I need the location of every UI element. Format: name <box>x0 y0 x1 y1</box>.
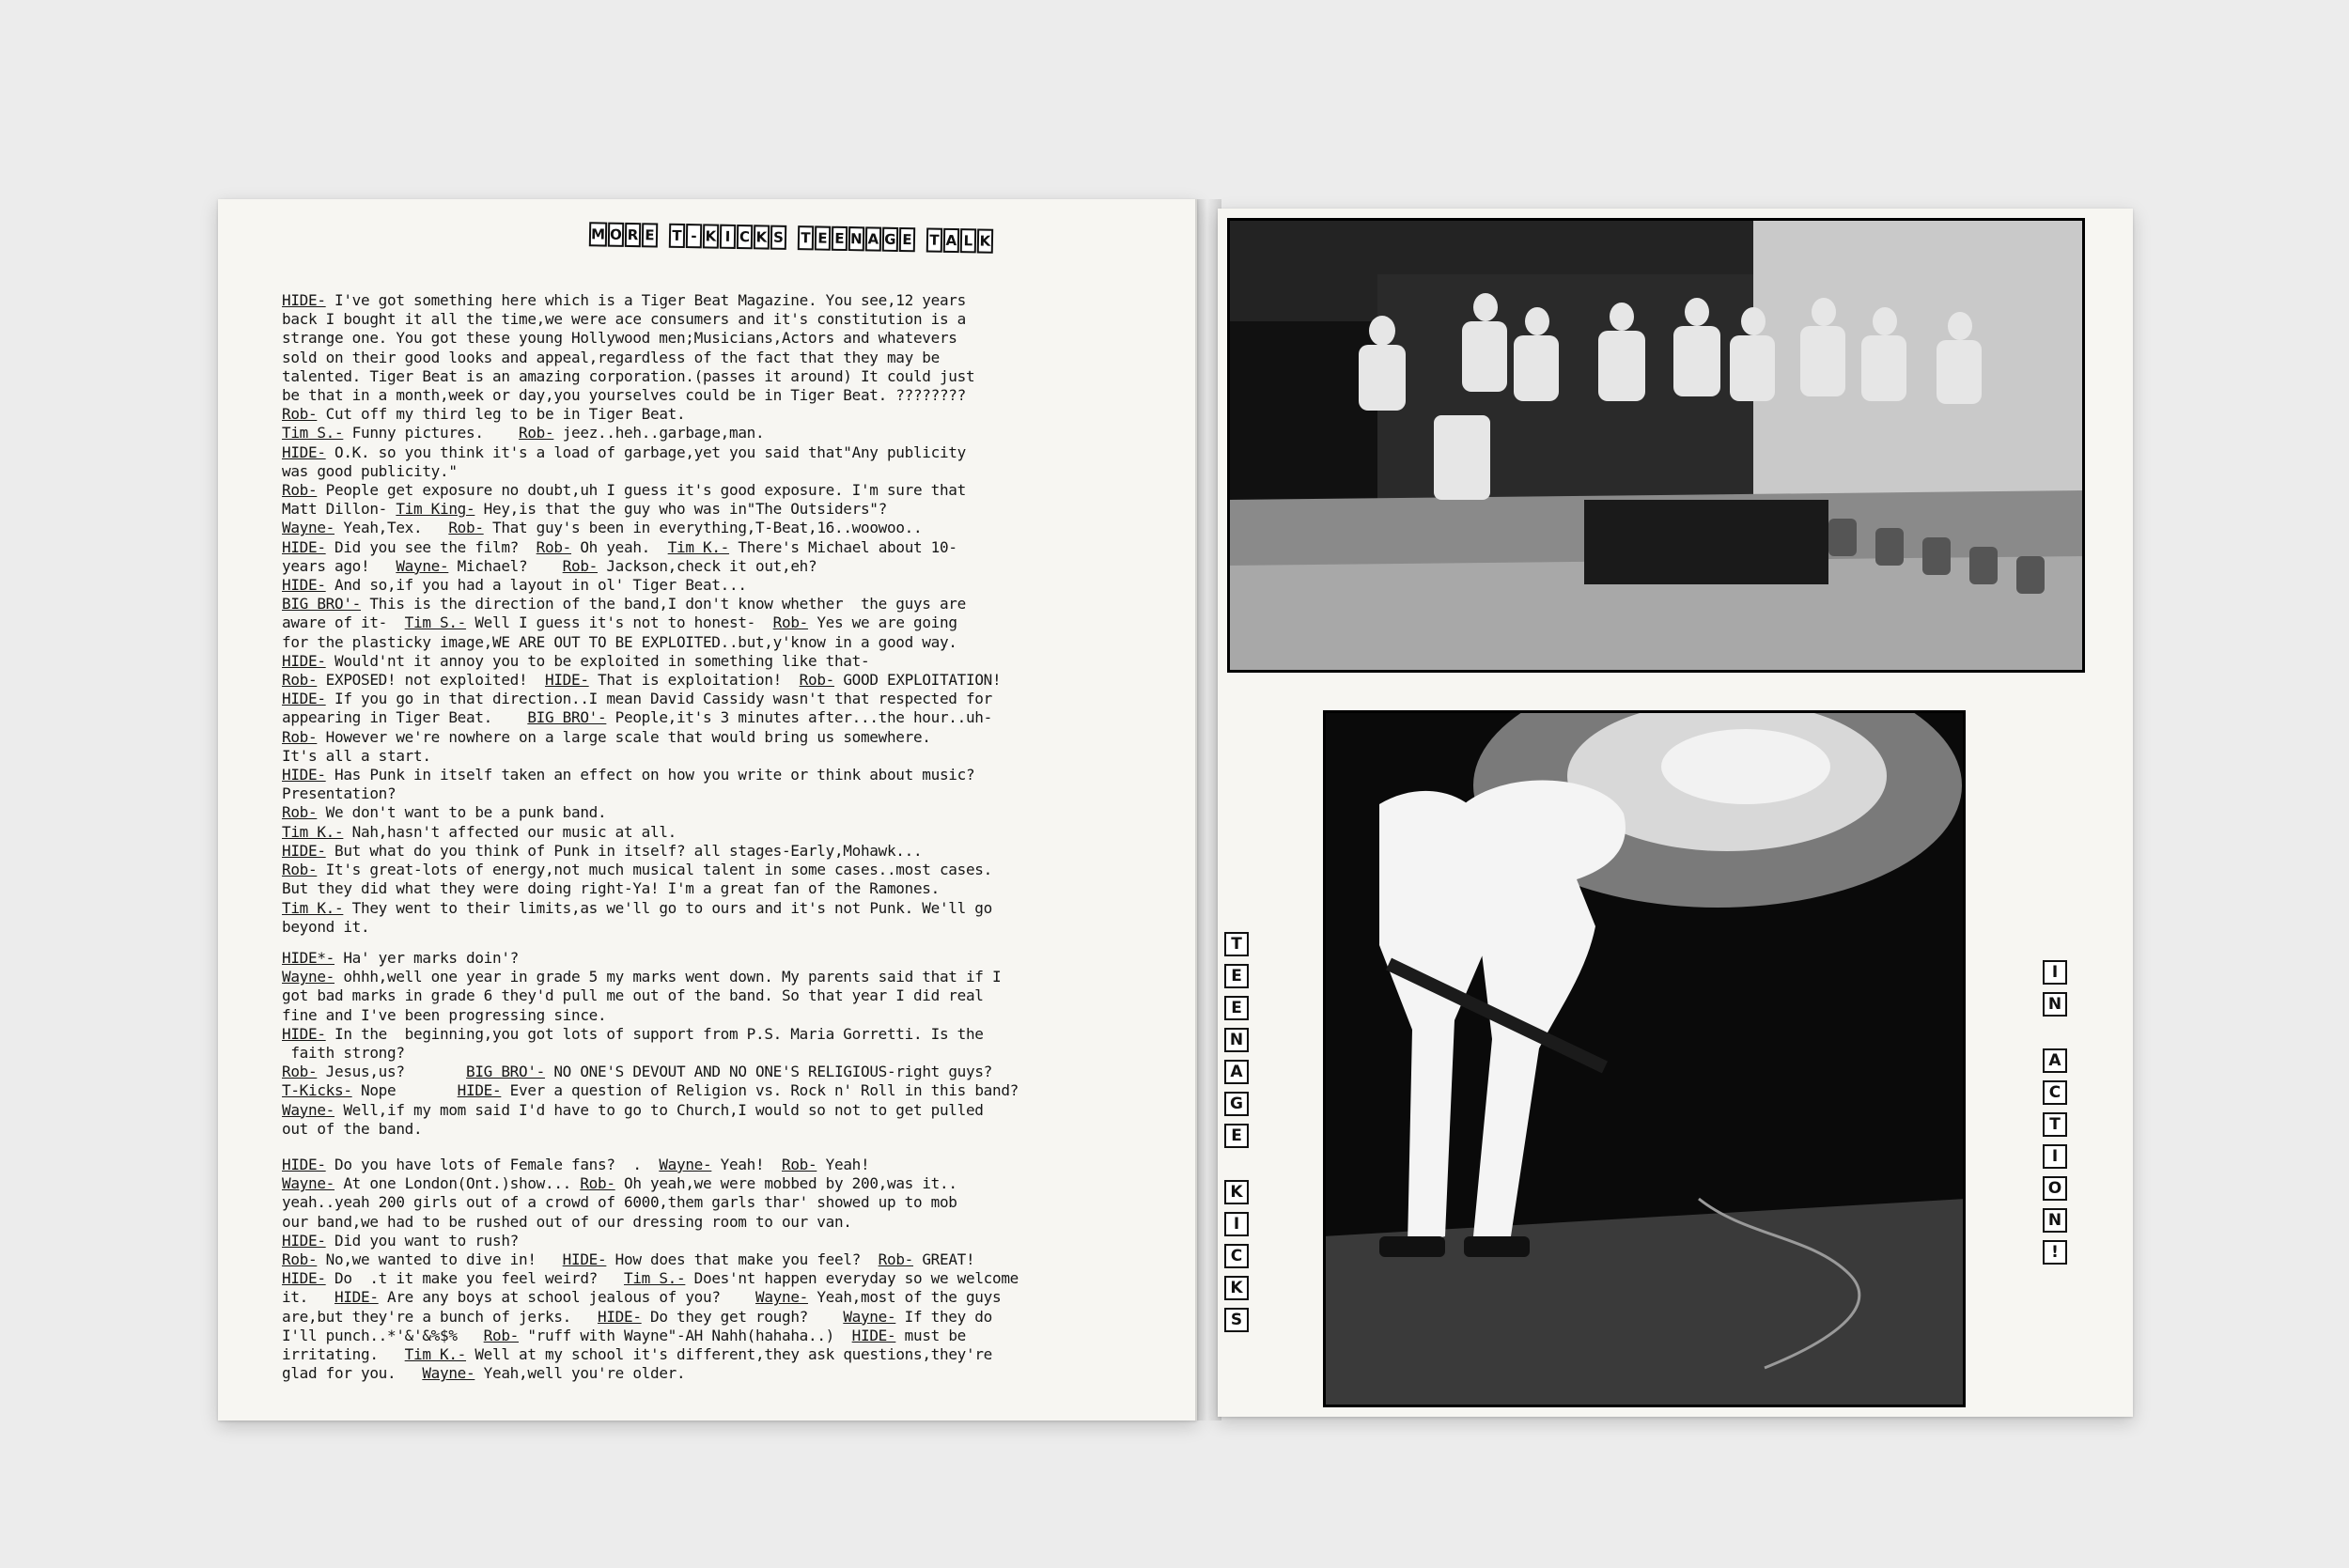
line-text: Yeah,well you're older. <box>474 1364 686 1383</box>
speaker-name: HIDE- <box>282 576 326 595</box>
speaker-name: Rob- <box>519 424 554 442</box>
line-text: Ha' yer marks doin'? <box>334 949 519 967</box>
interview-line <box>282 462 1146 481</box>
ransom-letter: T <box>926 228 942 253</box>
line-text: "ruff with Wayne"-AH Nahh(hahaha..) <box>519 1326 852 1344</box>
line-text: jeez..heh..garbage,man. <box>553 424 765 442</box>
line-text: There's Michael about 10- <box>729 537 957 556</box>
interview-line <box>282 500 1146 519</box>
interview-line <box>282 1120 1146 1139</box>
interview-line <box>282 671 1146 690</box>
line-text: Oh yeah,we were mobbed by 200,was it.. <box>614 1174 957 1193</box>
speaker-name: HIDE- <box>282 1231 326 1250</box>
interview-line <box>282 1156 1146 1174</box>
speaker-name: HIDE- <box>282 537 326 556</box>
line-text: Nah,hasn't affected our music at all. <box>343 822 677 841</box>
ransom-letter: K <box>703 224 719 248</box>
line-text: back I bought it all the time,we were ace consumers and it's constitution is a <box>282 310 966 329</box>
line-text: People get exposure no doubt,uh I guess it's good exposure. I'm sure that <box>317 481 966 500</box>
line-text: Yeah! <box>711 1156 782 1173</box>
line-text: O.K. so you think it's a load of garbage,yet you said that"Any publicity <box>325 442 966 461</box>
speaker-name: Wayne- <box>754 1288 808 1307</box>
interview-line <box>282 728 1146 747</box>
line-text: glad for you. <box>282 1364 423 1383</box>
interview-line <box>282 986 1146 1005</box>
line-text: If they do <box>895 1307 992 1326</box>
ransom-letter: G <box>1224 1092 1249 1116</box>
speaker-name: Tim K.- <box>282 822 344 841</box>
ransom-letter: N <box>1224 1028 1249 1052</box>
ransom-letter: T <box>1224 932 1249 956</box>
ransom-letter: N <box>2043 992 2067 1017</box>
left-page <box>218 199 1197 1421</box>
line-text: Presentation? <box>282 784 397 803</box>
line-text: ohhh,well one year in grade 5 my marks went down. My parents said that if I <box>334 968 1002 986</box>
interview-line <box>282 1193 1146 1212</box>
speaker-name: HIDE*- <box>282 949 334 967</box>
ransom-letter: L <box>960 228 976 253</box>
ransom-letter: K <box>754 225 770 249</box>
interview-block-2 <box>282 949 1146 1139</box>
speaker-name: Rob- <box>448 519 484 537</box>
interview-line <box>282 823 1146 842</box>
speaker-name: Rob- <box>772 613 809 632</box>
interview-line <box>282 519 1146 537</box>
interview-line <box>282 1044 1146 1063</box>
ransom-letter: O <box>2043 1176 2067 1201</box>
in-action-label <box>2043 956 2067 1268</box>
letter-gap <box>1224 1156 1249 1172</box>
speaker-name: Rob- <box>282 1063 318 1081</box>
ransom-letter: E <box>1224 996 1249 1020</box>
interview-line <box>282 557 1146 576</box>
line-text: EXPOSED! not exploited! <box>317 671 545 690</box>
speaker-name: HIDE- <box>282 841 326 860</box>
interview-line <box>282 1364 1146 1383</box>
line-text: Cut off my third leg to be in Tiger Beat. <box>317 405 686 424</box>
line-text: People,it's 3 minutes after...the hour..uh- <box>606 708 992 727</box>
interview-line <box>282 613 1146 632</box>
ransom-letter: A <box>943 228 959 253</box>
line-text: Well at my school it's different,they ask questions,they're <box>466 1345 992 1364</box>
interview-line <box>282 633 1146 652</box>
line-text: Jackson,check it out,eh? <box>598 556 817 575</box>
line-text: No,we wanted to dive in! <box>317 1250 563 1269</box>
interview-line <box>282 803 1146 822</box>
speaker-name: Rob- <box>282 1250 318 1269</box>
band-live-photo <box>1323 710 1966 1407</box>
speaker-name: Wayne- <box>282 968 334 986</box>
speaker-name: Wayne- <box>282 1174 334 1193</box>
line-text: Jesus,us? <box>317 1063 467 1081</box>
interview-line <box>282 443 1146 462</box>
line-text: got bad marks in grade 6 they'd pull me out of the band. So that year I did real <box>282 986 984 1005</box>
line-text: it. <box>282 1288 334 1307</box>
line-text: We don't want to be a punk band. <box>317 803 607 822</box>
ransom-letter: G <box>882 227 898 252</box>
ransom-letter: S <box>1224 1308 1249 1332</box>
line-text: beyond it. <box>282 917 370 936</box>
interview-line <box>282 1345 1146 1364</box>
ransom-letter: I <box>2043 960 2067 985</box>
page-heading <box>589 222 994 254</box>
ransom-letter: E <box>815 225 831 250</box>
line-text: Did you see the film? <box>325 537 537 556</box>
ransom-letter: M <box>589 222 607 246</box>
line-text: years ago! <box>282 556 397 575</box>
speaker-name: Tim K.- <box>667 537 730 556</box>
ransom-letter: N <box>2043 1208 2067 1233</box>
interview-line <box>282 424 1146 442</box>
line-text: In the beginning,you got lots of support from P.S. Maria Gorretti. Is the <box>325 1024 984 1043</box>
ransom-letter: O <box>608 223 624 247</box>
speaker-name: Tim S.- <box>624 1269 686 1288</box>
ransom-letter: ! <box>2043 1240 2067 1265</box>
interview-line <box>282 538 1146 557</box>
interview-line <box>282 1250 1146 1269</box>
interview-block-3 <box>282 1156 1146 1383</box>
ransom-letter: A <box>2043 1048 2067 1073</box>
line-text: talented. Tiger Beat is an amazing corporation.(passes it around) It could just <box>282 366 975 385</box>
interview-block-1 <box>282 291 1146 937</box>
ransom-letter: T <box>669 224 685 248</box>
line-text: Matt Dillon- <box>282 500 397 519</box>
ransom-letter: E <box>1224 1124 1249 1148</box>
interview-line <box>282 842 1146 861</box>
interview-line <box>282 1327 1146 1345</box>
ransom-letter: I <box>2043 1144 2067 1169</box>
line-text: out of the band. <box>282 1119 423 1138</box>
line-text: But they did what they were doing right-Ya! I'm a great fan of the Ramones. <box>282 879 940 898</box>
letter-gap <box>787 225 797 250</box>
line-text: Michael? <box>448 556 563 575</box>
interview-line <box>282 1308 1146 1327</box>
ransom-letter: K <box>1224 1276 1249 1300</box>
interview-line <box>282 576 1146 595</box>
line-text: Ever a question of Religion vs. Rock n' Roll in this band? <box>501 1081 1019 1100</box>
line-text: Hey,is that the guy who was in"The Outsiders"? <box>474 500 887 519</box>
speaker-name: Rob- <box>878 1250 914 1269</box>
speaker-name: Tim S.- <box>404 613 467 632</box>
line-text: I'll punch..*'&'&%$% <box>282 1326 484 1344</box>
line-text: This is the direction of the band,I don't know whether the guys are <box>361 595 966 613</box>
band-crowd-photo-image <box>1227 218 2085 673</box>
speaker-name: Wayne- <box>282 519 334 537</box>
interview-line <box>282 784 1146 803</box>
line-text: How does that make you feel? <box>606 1250 879 1269</box>
line-text: Do they get rough? <box>641 1307 844 1326</box>
line-text: be that in a month,week or day,you yourselves could be in Tiger Beat. ???????? <box>282 386 966 405</box>
line-text: Well,if my mom said I'd have to go to Church,I would so not to get pulled <box>334 1100 984 1119</box>
ransom-letter: N <box>848 226 864 251</box>
interview-line <box>282 1025 1146 1044</box>
speaker-name: Rob- <box>282 481 318 500</box>
interview-line <box>282 367 1146 386</box>
speaker-name: Wayne- <box>843 1307 896 1326</box>
speaker-name: HIDE- <box>282 442 326 461</box>
line-text: irritating. <box>282 1345 405 1364</box>
line-text: Do .t it make you feel weird? <box>325 1269 624 1288</box>
interview-line <box>282 949 1146 968</box>
interview-line <box>282 1269 1146 1288</box>
line-text: are,but they're a bunch of jerks. <box>282 1307 598 1326</box>
line-text: must be <box>895 1326 966 1344</box>
speaker-name: Rob- <box>799 671 835 690</box>
ransom-letter: E <box>832 226 848 251</box>
letter-gap <box>916 227 926 252</box>
interview-line <box>282 968 1146 986</box>
ransom-letter: C <box>737 225 753 249</box>
speaker-name: HIDE- <box>334 1288 379 1307</box>
interview-line <box>282 349 1146 367</box>
ransom-letter: K <box>1224 1180 1249 1204</box>
ransom-letter: A <box>865 226 881 251</box>
speaker-name: HIDE- <box>562 1250 607 1269</box>
speaker-name: BIG BRO'- <box>466 1063 546 1081</box>
speaker-name: Rob- <box>483 1326 519 1344</box>
interview-line <box>282 1006 1146 1025</box>
speaker-name: Tim S.- <box>282 424 344 442</box>
speaker-name: HIDE- <box>851 1326 896 1344</box>
interview-line <box>282 861 1146 879</box>
interview-line <box>282 879 1146 898</box>
speaker-name: BIG BRO'- <box>282 595 361 613</box>
line-text: That is exploitation! <box>588 671 800 690</box>
letter-gap <box>659 224 668 248</box>
interview-line <box>282 918 1146 937</box>
interview-line <box>282 386 1146 405</box>
line-text: faith strong? <box>282 1044 405 1063</box>
interview-line <box>282 708 1146 727</box>
line-text: Yeah,Tex. <box>334 519 449 537</box>
speaker-name: Rob- <box>282 727 318 746</box>
line-text: It's all a start. <box>282 746 431 765</box>
interview-line <box>282 652 1146 671</box>
line-text: sold on their good looks and appeal,regardless of the fact that they may be <box>282 348 940 366</box>
interview-line <box>282 1063 1146 1081</box>
teenage-kicks-label <box>1224 928 1249 1336</box>
ransom-letter: A <box>1224 1060 1249 1084</box>
band-live-photo-image <box>1323 710 1966 1407</box>
line-text: Well I guess it's not to honest- <box>466 613 773 632</box>
line-text: our band,we had to be rushed out of our dressing room to our van. <box>282 1212 852 1231</box>
ransom-letter: - <box>686 224 702 248</box>
speaker-name: Rob- <box>782 1156 817 1173</box>
line-text: Would'nt it annoy you to be exploited in something like that- <box>325 651 870 670</box>
line-text: for the plasticky image,WE ARE OUT TO BE EXPLOITED..but,y'know in a good way. <box>282 632 957 651</box>
line-text: Yeah,most of the guys <box>807 1288 1002 1307</box>
line-text: It's great-lots of energy,not much musical talent in some cases..most cases. <box>317 861 992 879</box>
line-text: appearing in Tiger Beat. <box>282 708 528 727</box>
band-crowd-photo <box>1227 218 2085 673</box>
speaker-name: T-Kicks- <box>282 1081 352 1100</box>
interview-line <box>282 899 1146 918</box>
speaker-name: Rob- <box>282 671 318 690</box>
interview-line <box>282 329 1146 348</box>
line-text: aware of it- <box>282 613 405 632</box>
speaker-name: HIDE- <box>545 671 589 690</box>
ransom-letter: I <box>720 225 736 249</box>
line-text: Yeah! <box>817 1156 870 1173</box>
line-text: And so,if you had a layout in ol' Tiger Beat... <box>325 576 747 595</box>
line-text: However we're nowhere on a large scale that would bring us somewhere. <box>317 727 931 746</box>
interview-line <box>282 291 1146 310</box>
line-text: GREAT! <box>913 1250 975 1269</box>
line-text: Does'nt happen everyday so we welcome <box>685 1269 1019 1288</box>
line-text: Oh yeah. <box>571 537 668 556</box>
line-text: Did you want to rush? <box>325 1231 519 1250</box>
line-text: strange one. You got these young Hollywood men;Musicians,Actors and whatevers <box>282 329 957 348</box>
speaker-name: Rob- <box>282 405 318 424</box>
line-text: Do you have lots of Female fans? . <box>325 1156 660 1173</box>
ransom-letter: I <box>1224 1212 1249 1236</box>
line-text: yeah..yeah 200 girls out of a crowd of 6000,them garls thar' showed up to mob <box>282 1193 957 1212</box>
speaker-name: HIDE- <box>457 1081 502 1100</box>
line-text: They went to their limits,as we'll go to ours and it's not Punk. We'll go <box>343 898 992 917</box>
interview-line <box>282 747 1146 766</box>
speaker-name: Tim King- <box>396 500 475 519</box>
ransom-letter: T <box>798 225 814 250</box>
line-text: Yes we are going <box>808 613 957 632</box>
ransom-letter: K <box>977 228 993 253</box>
ransom-letter: C <box>2043 1080 2067 1105</box>
line-text: GOOD EXPLOITATION! <box>834 671 1002 690</box>
interview-line <box>282 595 1146 613</box>
ransom-letter: S <box>770 225 786 250</box>
line-text: Funny pictures. <box>343 424 520 442</box>
line-text: Has Punk in itself taken an effect on how you write or think about music? <box>325 766 975 784</box>
speaker-name: HIDE- <box>282 766 326 784</box>
ransom-letter: E <box>1224 964 1249 988</box>
speaker-name: Tim K.- <box>404 1345 467 1364</box>
interview-line <box>282 690 1146 708</box>
speaker-name: Rob- <box>282 803 318 822</box>
line-text: Are any boys at school jealous of you? <box>378 1288 755 1307</box>
speaker-name: Wayne- <box>422 1364 475 1383</box>
speaker-name: Wayne- <box>282 1100 334 1119</box>
line-text: fine and I've been progressing since. <box>282 1005 607 1024</box>
speaker-name: Wayne- <box>659 1156 712 1173</box>
ransom-letter: E <box>642 223 658 247</box>
line-text: I've got something here which is a Tiger Beat Magazine. You see,12 years <box>325 291 966 309</box>
speaker-name: HIDE- <box>597 1307 642 1326</box>
line-text: At one London(Ont.)show... <box>334 1174 581 1193</box>
interview-line <box>282 766 1146 784</box>
speaker-name: Wayne- <box>396 556 449 575</box>
line-text: If you go in that direction..I mean David Cassidy wasn't that respected for <box>325 690 992 708</box>
line-text: Nope <box>351 1081 458 1100</box>
interview-line <box>282 310 1146 329</box>
speaker-name: HIDE- <box>282 1024 326 1043</box>
ransom-letter: T <box>2043 1112 2067 1137</box>
speaker-name: HIDE- <box>282 1156 326 1173</box>
interview-line <box>282 1288 1146 1307</box>
interview-line <box>282 405 1146 424</box>
letter-gap <box>2043 1024 2067 1041</box>
interview-line <box>282 1174 1146 1193</box>
interview-line <box>282 1213 1146 1232</box>
speaker-name: HIDE- <box>282 291 326 309</box>
interview-line <box>282 1232 1146 1250</box>
speaker-name: Tim K.- <box>282 898 344 917</box>
line-text: was good publicity." <box>282 461 458 480</box>
ransom-letter: R <box>625 223 641 247</box>
interview-line <box>282 1081 1146 1100</box>
line-text: That guy's been in everything,T-Beat,16..woowoo.. <box>483 519 923 537</box>
ransom-letter: C <box>1224 1244 1249 1268</box>
ransom-letter: E <box>899 227 915 252</box>
speaker-name: HIDE- <box>282 1269 326 1288</box>
line-text: NO ONE'S DEVOUT AND NO ONE'S RELIGIOUS-right guys? <box>545 1063 992 1081</box>
speaker-name: Rob- <box>580 1174 615 1193</box>
speaker-name: Rob- <box>562 556 598 575</box>
speaker-name: HIDE- <box>282 651 326 670</box>
speaker-name: BIG BRO'- <box>527 708 607 727</box>
speaker-name: Rob- <box>282 861 318 879</box>
speaker-name: HIDE- <box>282 690 326 708</box>
interview-line <box>282 481 1146 500</box>
line-text: But what do you think of Punk in itself? all stages-Early,Mohawk... <box>325 841 923 860</box>
interview-line <box>282 1101 1146 1120</box>
speaker-name: Rob- <box>536 537 572 556</box>
